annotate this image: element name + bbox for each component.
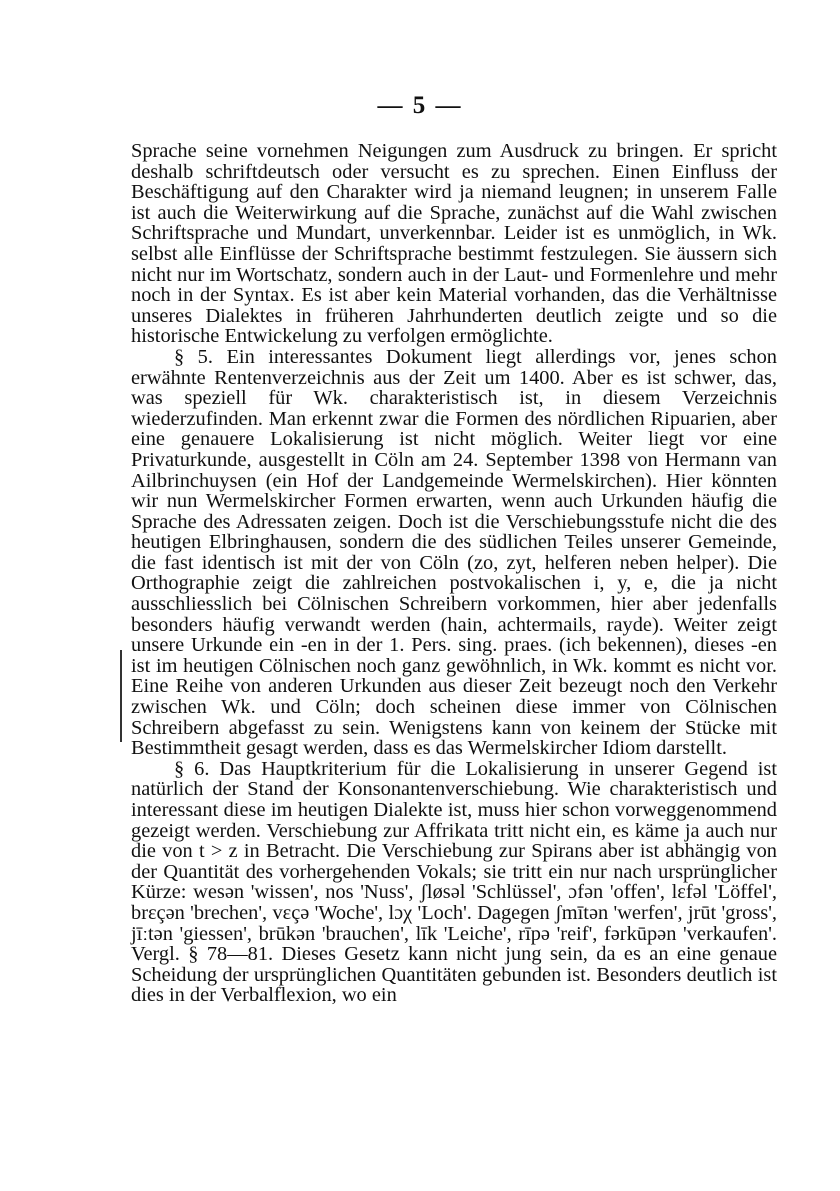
paragraph-1: Sprache seine vornehmen Neigungen zum Ausdruck zu bringen. Er spricht deshalb schriftdeutsch oder versucht es zu sprechen. Einen Einfluss der Beschäftigung auf den Charakter wird ja niemand leugnen; in unserem Falle ist auch die Weiterwirkung auf die Sprache, zunächst auf die Wahl zwischen Schriftsprache und Mundart, unverkennbar. Leider ist es unmöglich, in Wk. selbst alle Einflüsse der Schriftsprache bestimmt festzulegen. Sie äussern sich nicht nur im Wortschatz, sondern auch in der Laut- und Formenlehre und mehr noch in der Syntax. Es ist aber kein Material vorhanden, das die Verhältnisse unseres Dialektes in früheren Jahrhunderten deutlich zeigte und so die historische Entwickelung zu verfolgen ermöglichte. bbox=[131, 140, 777, 348]
page-number: — 5 — bbox=[377, 92, 463, 119]
paragraph-section-6: § 6. Das Hauptkriterium für die Lokalisierung in unserer Gegend ist natürlich der Stand der Konsonantenverschiebung. Wie charakteristisch und interessant diese im heutigen Dialekte ist, muss hier schon vorweggenommend gezeigt werden. Verschiebung zur Affrikata tritt nicht ein, es käme ja auch nur die von t > z in Betracht. Die Verschiebung zur Spirans aber ist abhängig von der Quantität des vorhergehenden Vokals; sie tritt ein nur nach ursprünglicher Kürze: wesən 'wissen', nos 'Nuss', ʃløsəl 'Schlüssel', ɔfən 'offen', lɛfəl 'Löffel', brɛçən 'brechen', vɛçə 'Woche', lɔχ 'Loch'. Dagegen ʃmītən 'werfen', jrūt 'gross', jīːtən 'giessen', brūkən 'brauchen', līk 'Leiche', rīpə 'reif', fərkūpən 'verkaufen'. Vergl. § 78—81. Dieses Gesetz kann nicht jung sein, da es an eine genaue Scheidung der ursprünglichen Quantitäten gebunden ist. Besonders deutlich ist dies in der Verbalflexion, wo ein bbox=[131, 757, 777, 1007]
paragraph-section-5: § 5. Ein interessantes Dokument liegt allerdings vor, jenes schon erwähnte Rentenverzeichnis aus der Zeit um 1400. Aber es ist schwer, das, was speziell für Wk. charakteristisch ist, in diesem Verzeichnis wiederzufinden. Man erkennt zwar die Formen des nördlichen Ripuarien, aber eine genauere Lokalisierung ist nicht möglich. Weiter liegt vor eine Privaturkunde, ausgestellt in Cöln am 24. September 1398 von Hermann van Ailbrinchuysen (ein Hof der Landgemeinde Wermelskirchen). Hier könnten wir nun Wermelskircher Formen erwarten, wenn auch Urkunden häufig die Sprache des Adressaten zeigen. Doch ist die Verschiebungsstufe nicht die des heutigen Elbringhausen, sondern die des südlichen Teiles unserer Gemeinde, die fast identisch ist mit der von Cöln (zo, zyt, helferen neben helper). Die Orthographie zeigt die zahlreichen postvokalischen i, y, e, die ja nicht ausschliesslich bei Cölnischen Schreibern vorkommen, hier aber jedenfalls besonders häufig verwandt werden (hain, achtermails, rayde). Weiter zeigt unsere Urkunde ein -en in der 1. Pers. sing. praes. (ich bekennen), dieses -en ist im heutigen Cölnischen noch ganz gewöhnlich, in Wk. kommt es nicht vor. Eine Reihe von anderen Urkunden aus dieser Zeit bezeugt noch den Verkehr zwischen Wk. und Cöln; doch scheinen diese immer von Cölnischen Schreibern abgefasst zu sein. Wenigstens kann von keinem der Stücke mit Bestimmtheit gesagt werden, dass es das Wermelskircher Idiom darstellt. bbox=[131, 345, 777, 760]
body-text bbox=[131, 141, 777, 1006]
margin-bracket bbox=[120, 650, 126, 742]
